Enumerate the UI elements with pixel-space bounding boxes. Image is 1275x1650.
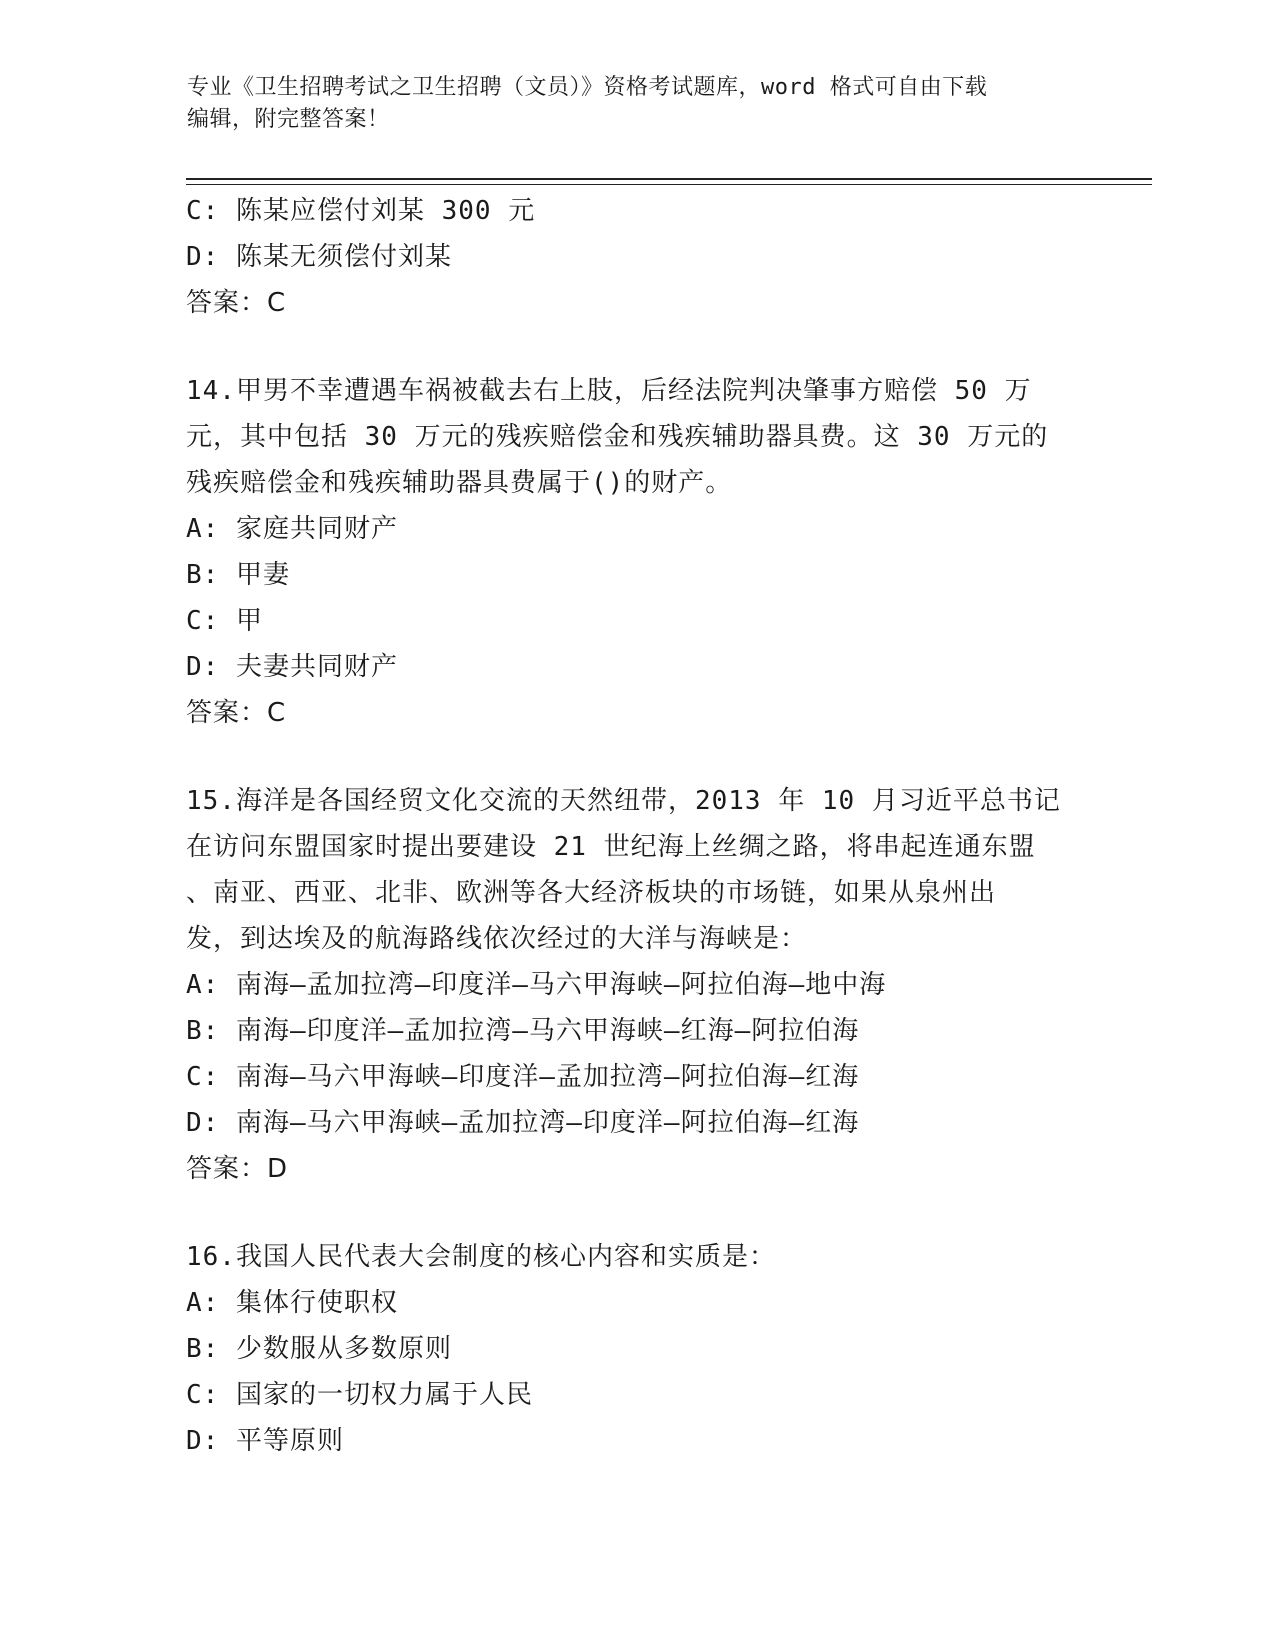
q13-answer: 答案：C — [186, 288, 287, 318]
header-line-1: 专业《卫生招聘考试之卫生招聘（文员）》资格考试题库，word 格式可自由下载 — [187, 75, 988, 100]
q16-option-b: B: 少数服从多数原则 — [186, 1334, 452, 1364]
q15-stem-line: 15.海洋是各国经贸文化交流的天然纽带，2013 年 10 月习近平总书记 — [186, 786, 1061, 816]
q14-option-b: B: 甲妻 — [186, 560, 290, 590]
q15-option-a: A: 南海—孟加拉湾—印度洋—马六甲海峡—阿拉伯海—地中海 — [186, 970, 887, 1000]
q14-stem-line: 元，其中包括 30 万元的残疾赔偿金和残疾辅助器具费。这 30 万元的 — [186, 422, 1049, 452]
q14-option-d: D: 夫妻共同财产 — [186, 652, 398, 682]
q16-option-c: C: 国家的一切权力属于人民 — [186, 1380, 533, 1410]
q13-option-d: D: 陈某无须偿付刘某 — [186, 242, 452, 272]
header-line-2: 编辑，附完整答案！ — [187, 107, 390, 132]
q16-option-d: D: 平等原则 — [186, 1426, 344, 1456]
q15-option-c: C: 南海—马六甲海峡—印度洋—孟加拉湾—阿拉伯海—红海 — [186, 1062, 860, 1092]
document-header — [187, 72, 1077, 136]
q14-answer: 答案：C — [186, 698, 287, 728]
header-rule-thin — [186, 184, 1152, 185]
q15-stem-line: 、南亚、西亚、北非、欧洲等各大经济板块的市场链，如果从泉州出 — [186, 878, 997, 908]
q15-answer: 答案：D — [186, 1154, 289, 1184]
q14-option-c: C: 甲 — [186, 606, 263, 636]
question-content — [186, 188, 1086, 1464]
q15-stem-line: 在访问东盟国家时提出要建设 21 世纪海上丝绸之路，将串起连通东盟 — [186, 832, 1036, 862]
q14-option-a: A: 家庭共同财产 — [186, 514, 398, 544]
q15-option-d: D: 南海—马六甲海峡—孟加拉湾—印度洋—阿拉伯海—红海 — [186, 1108, 860, 1138]
q14-stem-line: 残疾赔偿金和残疾辅助器具费属于()的财产。 — [186, 468, 733, 498]
q14-stem-line: 14.甲男不幸遭遇车祸被截去右上肢，后经法院判决肇事方赔偿 50 万 — [186, 376, 1032, 406]
q16-option-a: A: 集体行使职权 — [186, 1288, 398, 1318]
q16-stem-line: 16.我国人民代表大会制度的核心内容和实质是： — [186, 1242, 776, 1272]
header-rule-thick — [186, 178, 1152, 180]
q13-option-c: C: 陈某应偿付刘某 300 元 — [186, 196, 536, 226]
q15-stem-line: 发，到达埃及的航海路线依次经过的大洋与海峡是： — [186, 924, 808, 954]
q15-option-b: B: 南海—印度洋—孟加拉湾—马六甲海峡—红海—阿拉伯海 — [186, 1016, 860, 1046]
